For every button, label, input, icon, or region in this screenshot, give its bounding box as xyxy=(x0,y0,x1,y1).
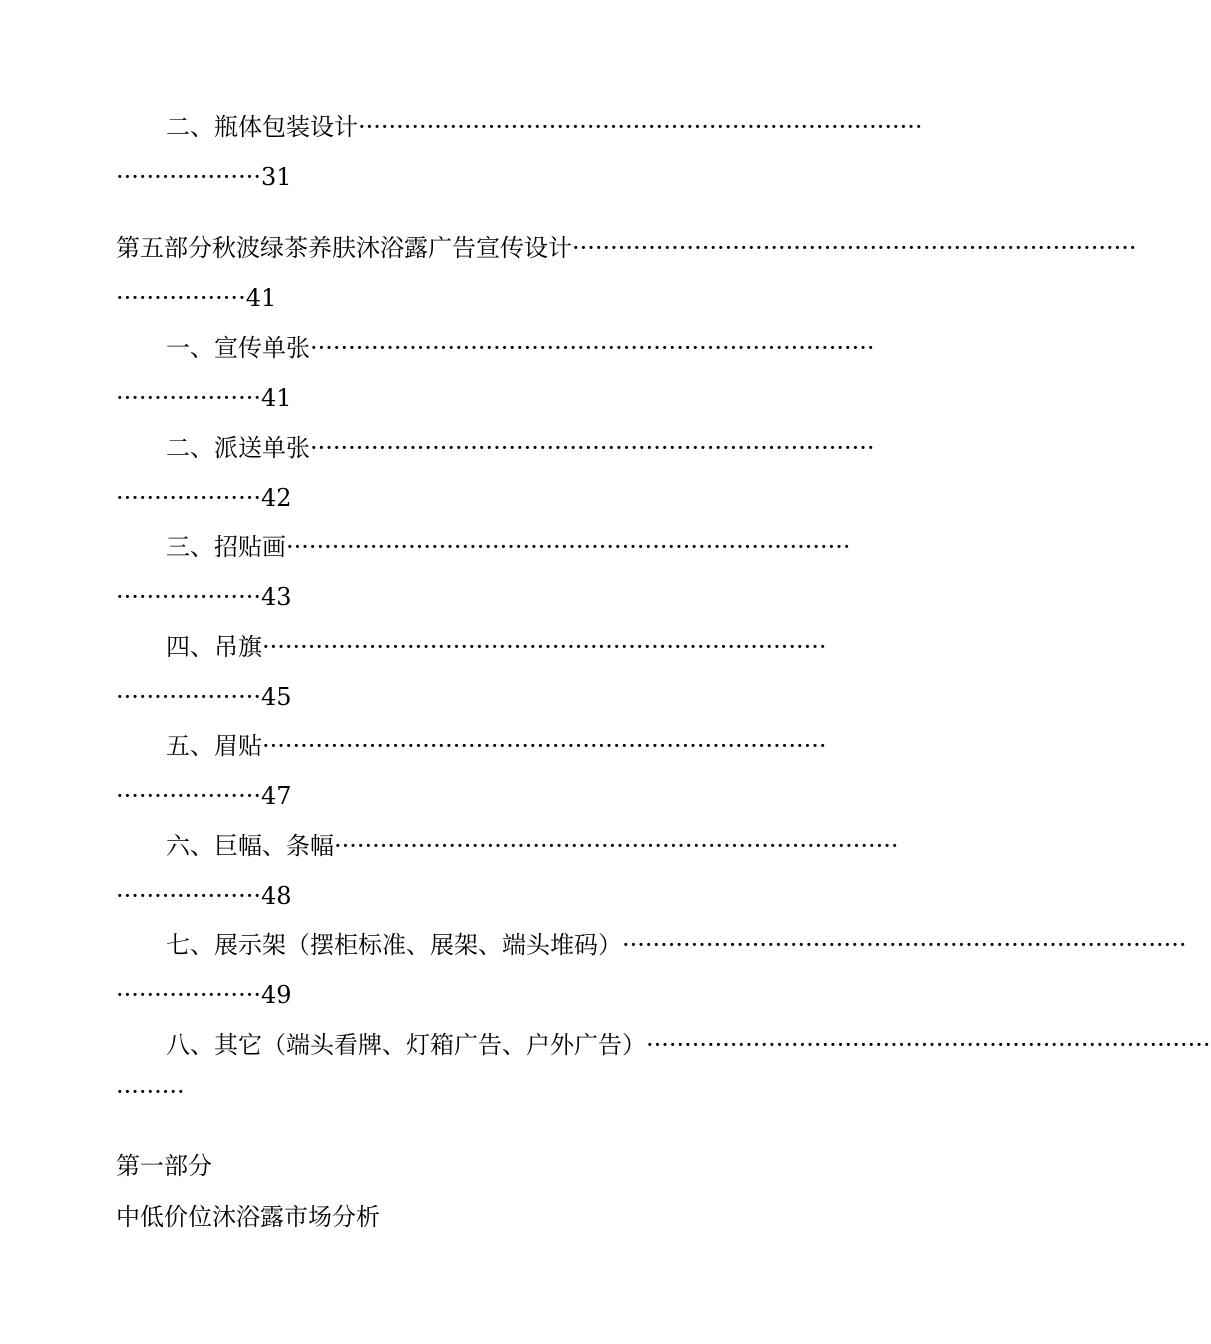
toc-entry-shelf-strip xyxy=(166,731,852,761)
toc-page-number: 45 xyxy=(260,683,292,711)
toc-page-number: 42 xyxy=(260,484,292,512)
toc-entry-title: 二、派送单张 xyxy=(166,434,310,462)
toc-entry-hanging-flag xyxy=(166,632,852,662)
toc-entry-title: 五、眉贴 xyxy=(166,732,262,760)
toc-leader-dots: ·········································································· xyxy=(262,633,827,661)
toc-page-number: 49 xyxy=(260,981,292,1009)
toc-entry-title: 四、吊旗 xyxy=(166,633,262,661)
toc-leader-dots: ··················· xyxy=(116,484,261,512)
toc-entry-continuation xyxy=(116,881,852,911)
toc-page-number: 48 xyxy=(260,882,292,910)
toc-entry-continuation xyxy=(116,980,852,1010)
toc-leader-dots: ·········································································· xyxy=(286,533,851,561)
toc-leader-dots: ················· xyxy=(116,284,246,312)
toc-page-number: 31 xyxy=(260,163,292,191)
toc-entry-handout xyxy=(166,433,875,463)
toc-entry-title: 三、招贴画 xyxy=(166,533,286,561)
toc-leader-dots: ·········································································· xyxy=(622,931,1187,959)
toc-entry-title: 秋波绿茶养肤沐浴露广告宣传设计 xyxy=(212,234,572,262)
toc-entry-other xyxy=(166,1030,1211,1060)
toc-leader-dots: ··················· xyxy=(116,163,261,191)
toc-entry-title: 六、巨幅、条幅 xyxy=(166,832,334,860)
toc-leader-dots: ··················· xyxy=(116,583,261,611)
toc-entry-part-five xyxy=(116,233,1137,263)
toc-leader-dots: ··················· xyxy=(116,384,261,412)
toc-page-number: 47 xyxy=(260,782,292,810)
toc-entry-continuation xyxy=(116,383,852,413)
part-heading: 第一部分 xyxy=(116,1152,212,1180)
toc-entry-bottle-packaging xyxy=(166,112,923,142)
toc-entry-title: 二、瓶体包装设计 xyxy=(166,113,358,141)
toc-entry-banner xyxy=(166,831,899,861)
toc-entry-poster xyxy=(166,532,852,562)
toc-entry-continuation xyxy=(116,682,852,712)
toc-entry-title: 八、其它（端头看牌、灯箱广告、户外广告） xyxy=(166,1031,646,1059)
toc-leader-dots: ·········································································· xyxy=(358,113,923,141)
part-title: 中低价位沐浴露市场分析 xyxy=(116,1203,380,1231)
toc-leader-dots: ·········································································· xyxy=(262,732,827,760)
toc-leader-dots: ··················· xyxy=(116,683,261,711)
toc-entry-continuation xyxy=(116,781,852,811)
toc-entry-title: 一、宣传单张 xyxy=(166,334,310,362)
toc-leader-dots: ··················· xyxy=(116,981,261,1009)
toc-leader-dots: ··················· xyxy=(116,882,261,910)
toc-entry-continuation xyxy=(116,162,852,192)
toc-leader-dots: ·········································································· xyxy=(310,334,875,362)
toc-leader-dots: ·········································································· xyxy=(310,434,875,462)
toc-leader-dots: ·········································································· xyxy=(334,832,899,860)
toc-leader-dots: ··················· xyxy=(116,782,261,810)
toc-page-number: 41 xyxy=(245,284,277,312)
toc-section-label: 第五部分 xyxy=(116,234,212,262)
toc-entry-continuation xyxy=(116,483,852,513)
toc-page-number: 43 xyxy=(260,583,292,611)
toc-page-number: 41 xyxy=(260,384,292,412)
toc-entry-title: 七、展示架（摆柜标准、展架、端头堆码） xyxy=(166,931,622,959)
toc-entry-continuation xyxy=(116,283,852,313)
toc-leader-dots: ·········································································· xyxy=(572,234,1137,262)
toc-entry-continuation xyxy=(116,1077,852,1107)
toc-leader-dots: ·········································································· xyxy=(646,1031,1211,1059)
toc-entry-display-rack xyxy=(166,930,1187,960)
toc-entry-flyer xyxy=(166,333,875,363)
toc-leader-dots: ········· xyxy=(116,1078,185,1106)
toc-entry-continuation xyxy=(116,582,852,612)
